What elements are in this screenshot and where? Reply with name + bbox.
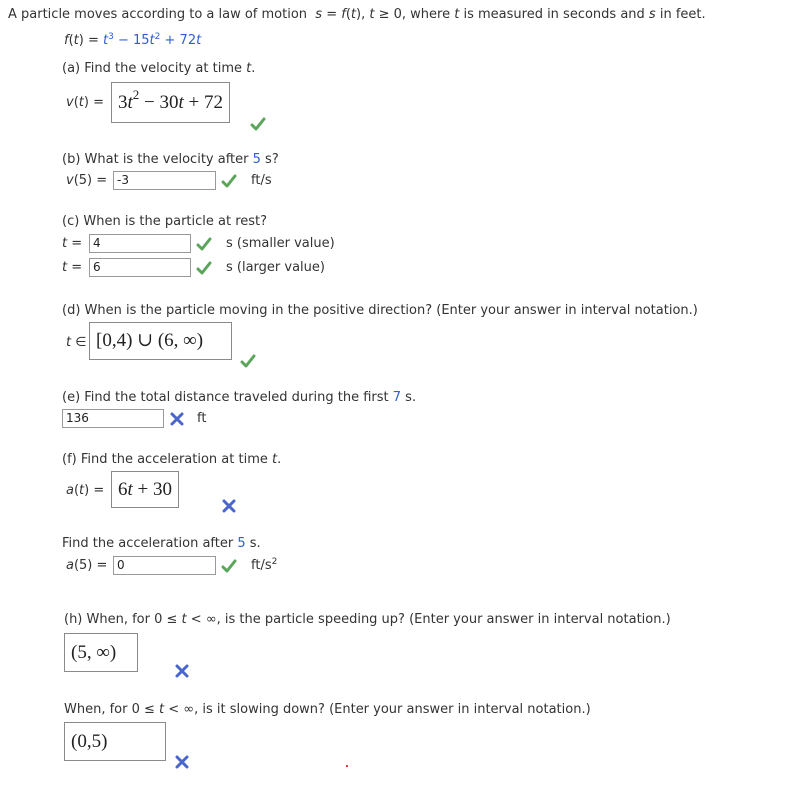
total-distance-input[interactable]: 136 [62, 409, 164, 428]
part-f-prompt: (f) Find the acceleration at time t. [62, 452, 282, 467]
part-h-prompt: (h) When, for 0 ≤ t < ∞, is the particle speeding up? (Enter your answer in interval notation.) [64, 612, 671, 627]
part-g-label: a(5) = [66, 558, 108, 573]
stray-dot [346, 765, 348, 767]
distance-unit: ft [197, 411, 207, 426]
check-icon [221, 558, 237, 574]
part-a-label: v(t) = [66, 95, 104, 110]
cross-icon [174, 754, 190, 770]
slowing-down-prompt: When, for 0 ≤ t < ∞, is it slowing down? (Enter your answer in interval notation.) [64, 702, 591, 717]
check-icon [196, 236, 212, 252]
acceleration-unit: $ft/s^2$ [251, 557, 278, 573]
rest-unit-1: s (smaller value) [226, 236, 335, 251]
velocity-answer-box[interactable]: $3t^2 - 30t + 72$ [111, 82, 230, 123]
part-b-prompt: (b) What is the velocity after 5 s? [62, 152, 279, 167]
cross-icon [221, 498, 237, 514]
acceleration-answer-box[interactable]: 6t + 30 [111, 471, 179, 508]
problem-statement: A particle moves according to a law of motion s = f(t), t ≥ 0, where t is measured in seconds and s in feet. [8, 7, 706, 22]
check-icon [196, 260, 212, 276]
part-g-prompt: Find the acceleration after 5 s. [62, 536, 261, 551]
cross-icon [174, 663, 190, 679]
part-b-label: v(5) = [66, 173, 108, 188]
check-icon [221, 173, 237, 189]
speeding-up-answer-box[interactable]: (5, ∞) [64, 633, 138, 672]
rest-label-1: t = [62, 236, 83, 251]
velocity-unit: ft/s [251, 173, 272, 188]
rest-time-smaller-input[interactable]: 4 [89, 234, 191, 253]
part-c-prompt: (c) When is the particle at rest? [62, 214, 268, 229]
slowing-down-answer-box[interactable]: (0,5) [64, 722, 166, 761]
cross-icon [169, 411, 185, 427]
rest-unit-2: s (larger value) [226, 260, 325, 275]
position-function: $f(t) = t^3 - 15t^2 + 72t$ [64, 32, 202, 48]
velocity-at-5-input[interactable]: -3 [113, 171, 216, 190]
part-a-prompt: (a) Find the velocity at time t. [62, 61, 256, 76]
rest-label-2: t = [62, 260, 83, 275]
check-icon [250, 116, 266, 132]
acceleration-at-5-input[interactable]: 0 [113, 556, 216, 575]
positive-direction-answer-box[interactable]: [0,4) ∪ (6, ∞) [89, 322, 232, 360]
part-d-label: t ∈ [66, 335, 87, 350]
check-icon [240, 353, 256, 369]
part-d-prompt: (d) When is the particle moving in the positive direction? (Enter your answer in interval notation.) [62, 303, 698, 318]
rest-time-larger-input[interactable]: 6 [89, 258, 191, 277]
part-f-label: a(t) = [66, 483, 105, 498]
part-e-prompt: (e) Find the total distance traveled during the first 7 s. [62, 390, 417, 405]
